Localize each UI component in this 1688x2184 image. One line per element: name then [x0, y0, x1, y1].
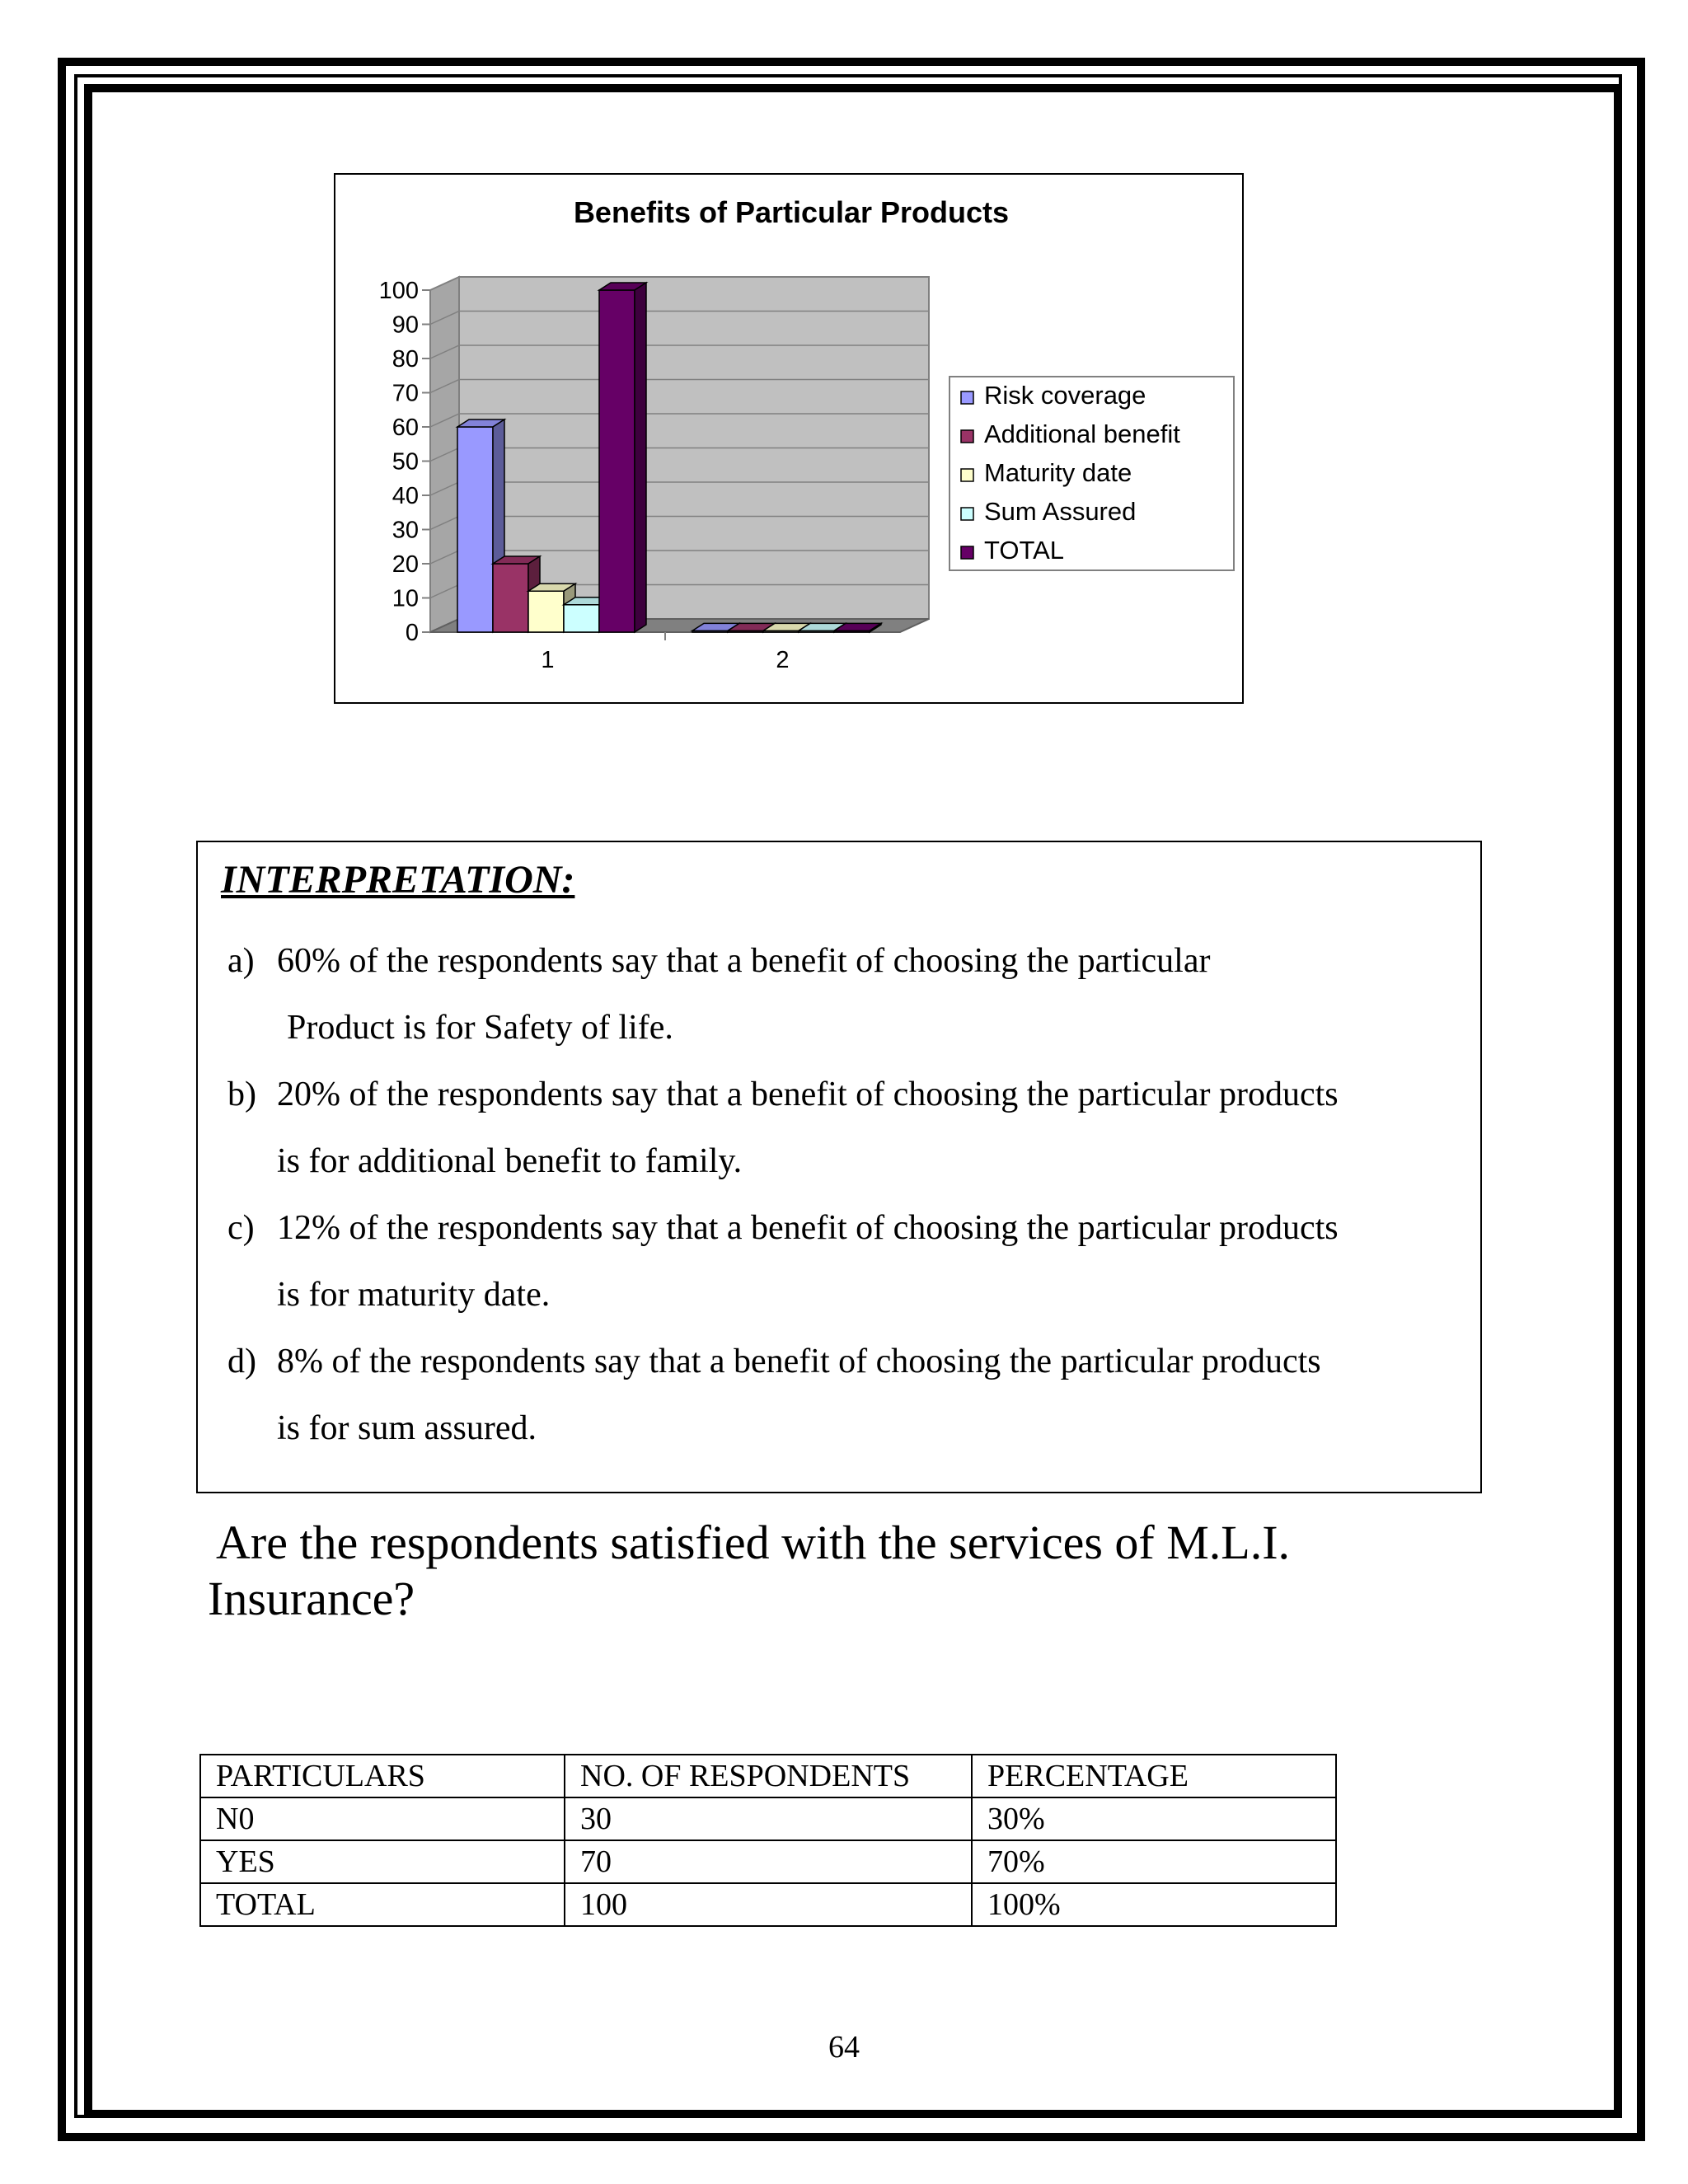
x-axis-ticks: [541, 632, 789, 673]
table-cell: YES: [200, 1840, 565, 1883]
legend-entry: Maturity date: [984, 458, 1132, 487]
benefits-chart: [334, 173, 1244, 704]
interpretation-item-c: [227, 1195, 1464, 1329]
table-cell: 70: [565, 1840, 972, 1883]
table-row: [200, 1797, 1336, 1840]
y-tick-label: 10: [392, 585, 419, 612]
y-tick-label: 50: [392, 448, 419, 476]
y-tick-label: 30: [392, 517, 419, 544]
bar-front: [528, 591, 564, 632]
item-text-line1: 20% of the respondents say that a benefit of choosing the particular products: [277, 1076, 1339, 1113]
legend-swatch: [961, 430, 973, 443]
bar: [599, 283, 646, 632]
question-line1: Are the respondents satisfied with the services of M.L.I.: [216, 1516, 1291, 1569]
table-cell: 70%: [972, 1840, 1336, 1883]
y-tick-label: 90: [392, 312, 419, 339]
y-tick-label: 0: [405, 620, 419, 646]
item-text-line1: 60% of the respondents say that a benefit of choosing the particular: [277, 942, 1211, 980]
interpretation-box: [196, 841, 1482, 1493]
bar-side: [635, 283, 646, 632]
item-text-line1: 8% of the respondents say that a benefit of choosing the particular products: [277, 1343, 1321, 1380]
bar-front: [599, 290, 635, 632]
chart-legend: [950, 377, 1234, 570]
table-cell: TOTAL: [200, 1883, 565, 1926]
y-tick-label: 70: [392, 380, 419, 407]
legend-entry: Sum Assured: [984, 497, 1137, 526]
item-marker: c): [227, 1209, 255, 1247]
chart-title: Benefits of Particular Products: [573, 195, 1010, 229]
y-tick-label: 80: [392, 346, 419, 373]
legend-swatch: [961, 391, 973, 404]
legend-swatch: [961, 546, 973, 559]
table-row: [200, 1883, 1336, 1926]
chart-canvas: [335, 175, 1242, 702]
table-header-cell: PERCENTAGE: [972, 1755, 1336, 1797]
y-axis-ticks: [379, 278, 430, 646]
table-row: [200, 1840, 1336, 1883]
bar-front: [457, 427, 493, 632]
x-tick-label: 2: [776, 647, 790, 673]
legend-entry: TOTAL: [984, 536, 1065, 565]
y-tick-label: 20: [392, 551, 419, 578]
legend-entry: Additional benefit: [984, 419, 1180, 448]
item-text-line2: is for additional benefit to family.: [277, 1142, 743, 1180]
item-text-line2: Product is for Safety of life.: [287, 1009, 673, 1047]
respondents-table: [199, 1754, 1337, 1927]
table-header-row: [200, 1755, 1336, 1797]
bar-front: [564, 605, 599, 632]
item-text-line2: is for maturity date.: [277, 1276, 551, 1314]
item-text-line1: 12% of the respondents say that a benefit of choosing the particular products: [277, 1209, 1339, 1247]
interpretation-item-b: [227, 1062, 1464, 1195]
table-header-cell: NO. OF RESPONDENTS: [565, 1755, 972, 1797]
table-cell: 100: [565, 1883, 972, 1926]
legend-swatch: [961, 469, 973, 481]
legend-entry: Risk coverage: [984, 381, 1146, 410]
table-cell: 30%: [972, 1797, 1336, 1840]
table-header-cell: PARTICULARS: [200, 1755, 565, 1797]
table-cell: 30: [565, 1797, 972, 1840]
interpretation-heading: INTERPRETATION:: [221, 858, 575, 902]
question-heading: [208, 1515, 1535, 1627]
interpretation-item-d: [227, 1329, 1464, 1462]
table-cell: N0: [200, 1797, 565, 1840]
interpretation-item-a: [227, 928, 1464, 1062]
item-marker: a): [227, 942, 255, 980]
y-tick-label: 60: [392, 415, 419, 441]
item-marker: b): [227, 1076, 256, 1113]
page-number: 64: [828, 2030, 860, 2064]
item-marker: d): [227, 1343, 256, 1380]
x-tick-label: 1: [541, 647, 555, 673]
y-tick-label: 100: [378, 278, 419, 304]
legend-swatch: [961, 508, 973, 520]
question-line2: Insurance?: [208, 1572, 415, 1625]
y-tick-label: 40: [392, 483, 419, 509]
item-text-line2: is for sum assured.: [277, 1409, 537, 1447]
bar-front: [493, 564, 528, 632]
table-cell: 100%: [972, 1883, 1336, 1926]
